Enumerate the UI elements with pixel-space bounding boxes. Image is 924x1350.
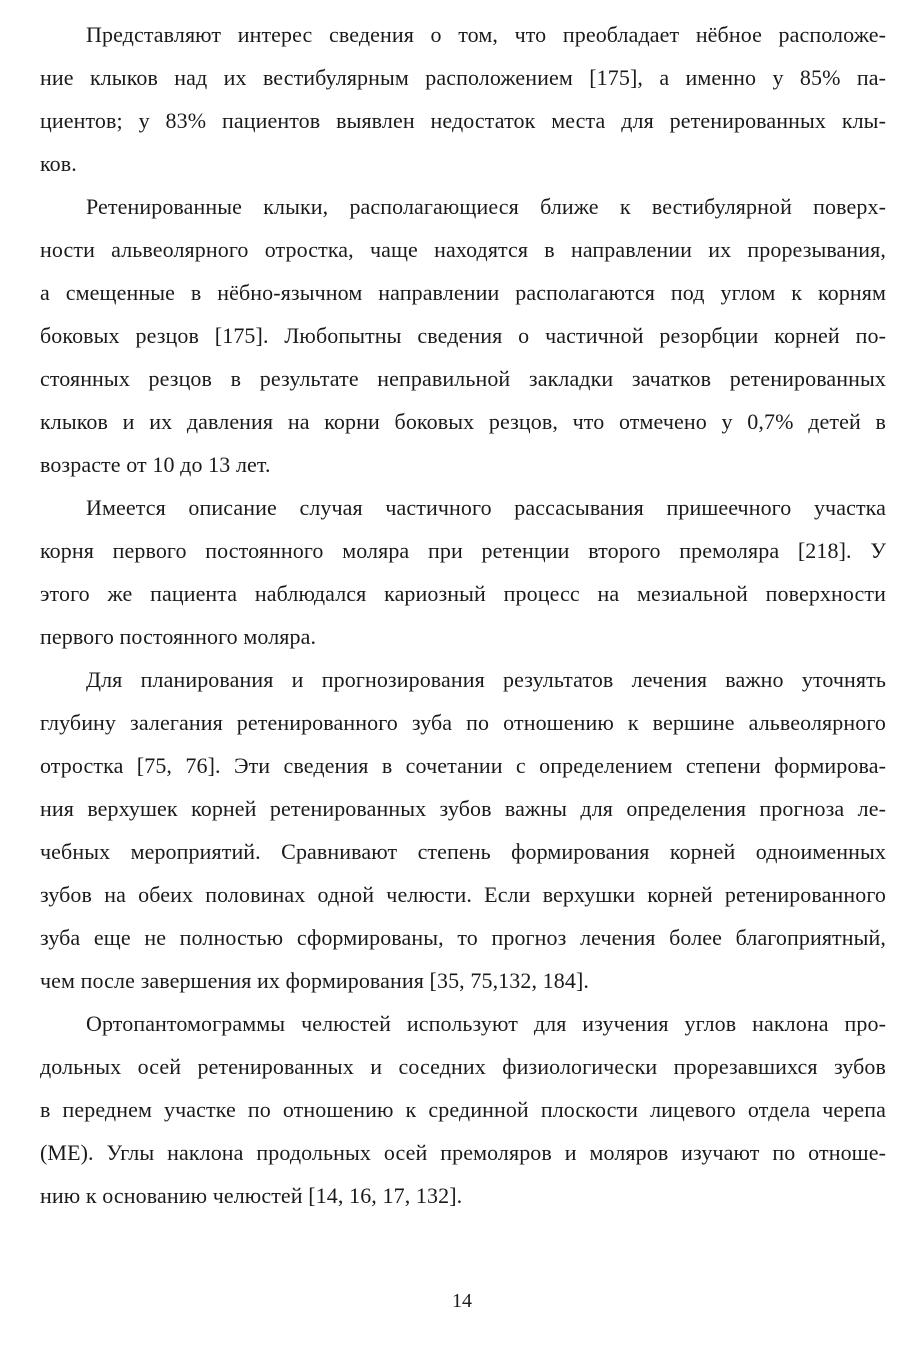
page-number: 14 [452,1290,472,1312]
text-line: клыков и их давления на корни боковых резцов, что отмечено у 0,7% детей в [40,409,886,434]
text-line: Ортопантомограммы челюстей используют для изучения углов наклона про- [86,1011,886,1036]
text-line: стоянных резцов в результате неправильной закладки зачатков ретенированных [40,366,886,391]
text-line: циентов; у 83% пациентов выявлен недостаток места для ретенированных клы- [40,108,886,133]
text-line: ности альвеолярного отростка, чаще находятся в направлении их прорезывания, [40,237,886,262]
text-line: корня первого постоянного моляра при ретенции второго премоляра [218]. У [40,538,886,563]
text-line: дольных осей ретенированных и соседних физиологически прорезавшихся зубов [40,1054,886,1079]
text-line: Представляют интерес сведения о том, что преобладает нёбное расположе- [86,22,886,47]
text-line: ния верхушек корней ретенированных зубов важны для определения прогноза ле- [40,796,886,821]
text-line: зубов на обеих половинах одной челюсти. Если верхушки корней ретенированного [40,882,886,907]
text-line: Для планирования и прогнозирования результатов лечения важно уточнять [86,667,886,692]
text-line: боковых резцов [175]. Любопытны сведения о частичной резорбции корней по- [40,323,886,348]
text-line: Ретенированные клыки, располагающиеся ближе к вестибулярной поверх- [86,194,886,219]
text-line: а смещенные в нёбно-язычном направлении располагаются под углом к корням [40,280,886,305]
paragraph-5 [40,1002,886,1217]
paragraph-4 [40,658,886,1002]
text-line: чебных мероприятий. Сравнивают степень формирования корней одноименных [40,839,886,864]
text-line: отростка [75, 76]. Эти сведения в сочетании с определением степени формирова- [40,753,886,778]
text-line: чем после завершения их формирования [35, 75,132, 184]. [40,968,590,993]
text-line: зуба еще не полностью сформированы, то прогноз лечения более благоприятный, [40,925,886,950]
text-line: возрасте от 10 до 13 лет. [40,452,271,477]
text-line: первого постоянного моляра. [40,624,317,649]
text-line: (МЕ). Углы наклона продольных осей премоляров и моляров изучают по отноше- [40,1140,886,1165]
paragraph-2 [40,185,886,486]
text-line: в переднем участке по отношению к срединной плоскости лицевого отдела черепа [40,1097,886,1122]
paragraph-1 [40,13,886,185]
text-line: нию к основанию челюстей [14, 16, 17, 132]. [40,1183,463,1208]
text-line: Имеется описание случая частичного рассасывания пришеечного участка [86,495,886,520]
paragraph-3 [40,486,886,658]
text-line: ние клыков над их вестибулярным расположением [175], а именно у 85% па- [40,65,886,90]
text-line: ков. [40,151,77,176]
text-line: этого же пациента наблюдался кариозный процесс на мезиальной поверхности [40,581,886,606]
text-line: глубину залегания ретенированного зуба по отношению к вершине альвеолярного [40,710,886,735]
document-page [40,13,886,1217]
